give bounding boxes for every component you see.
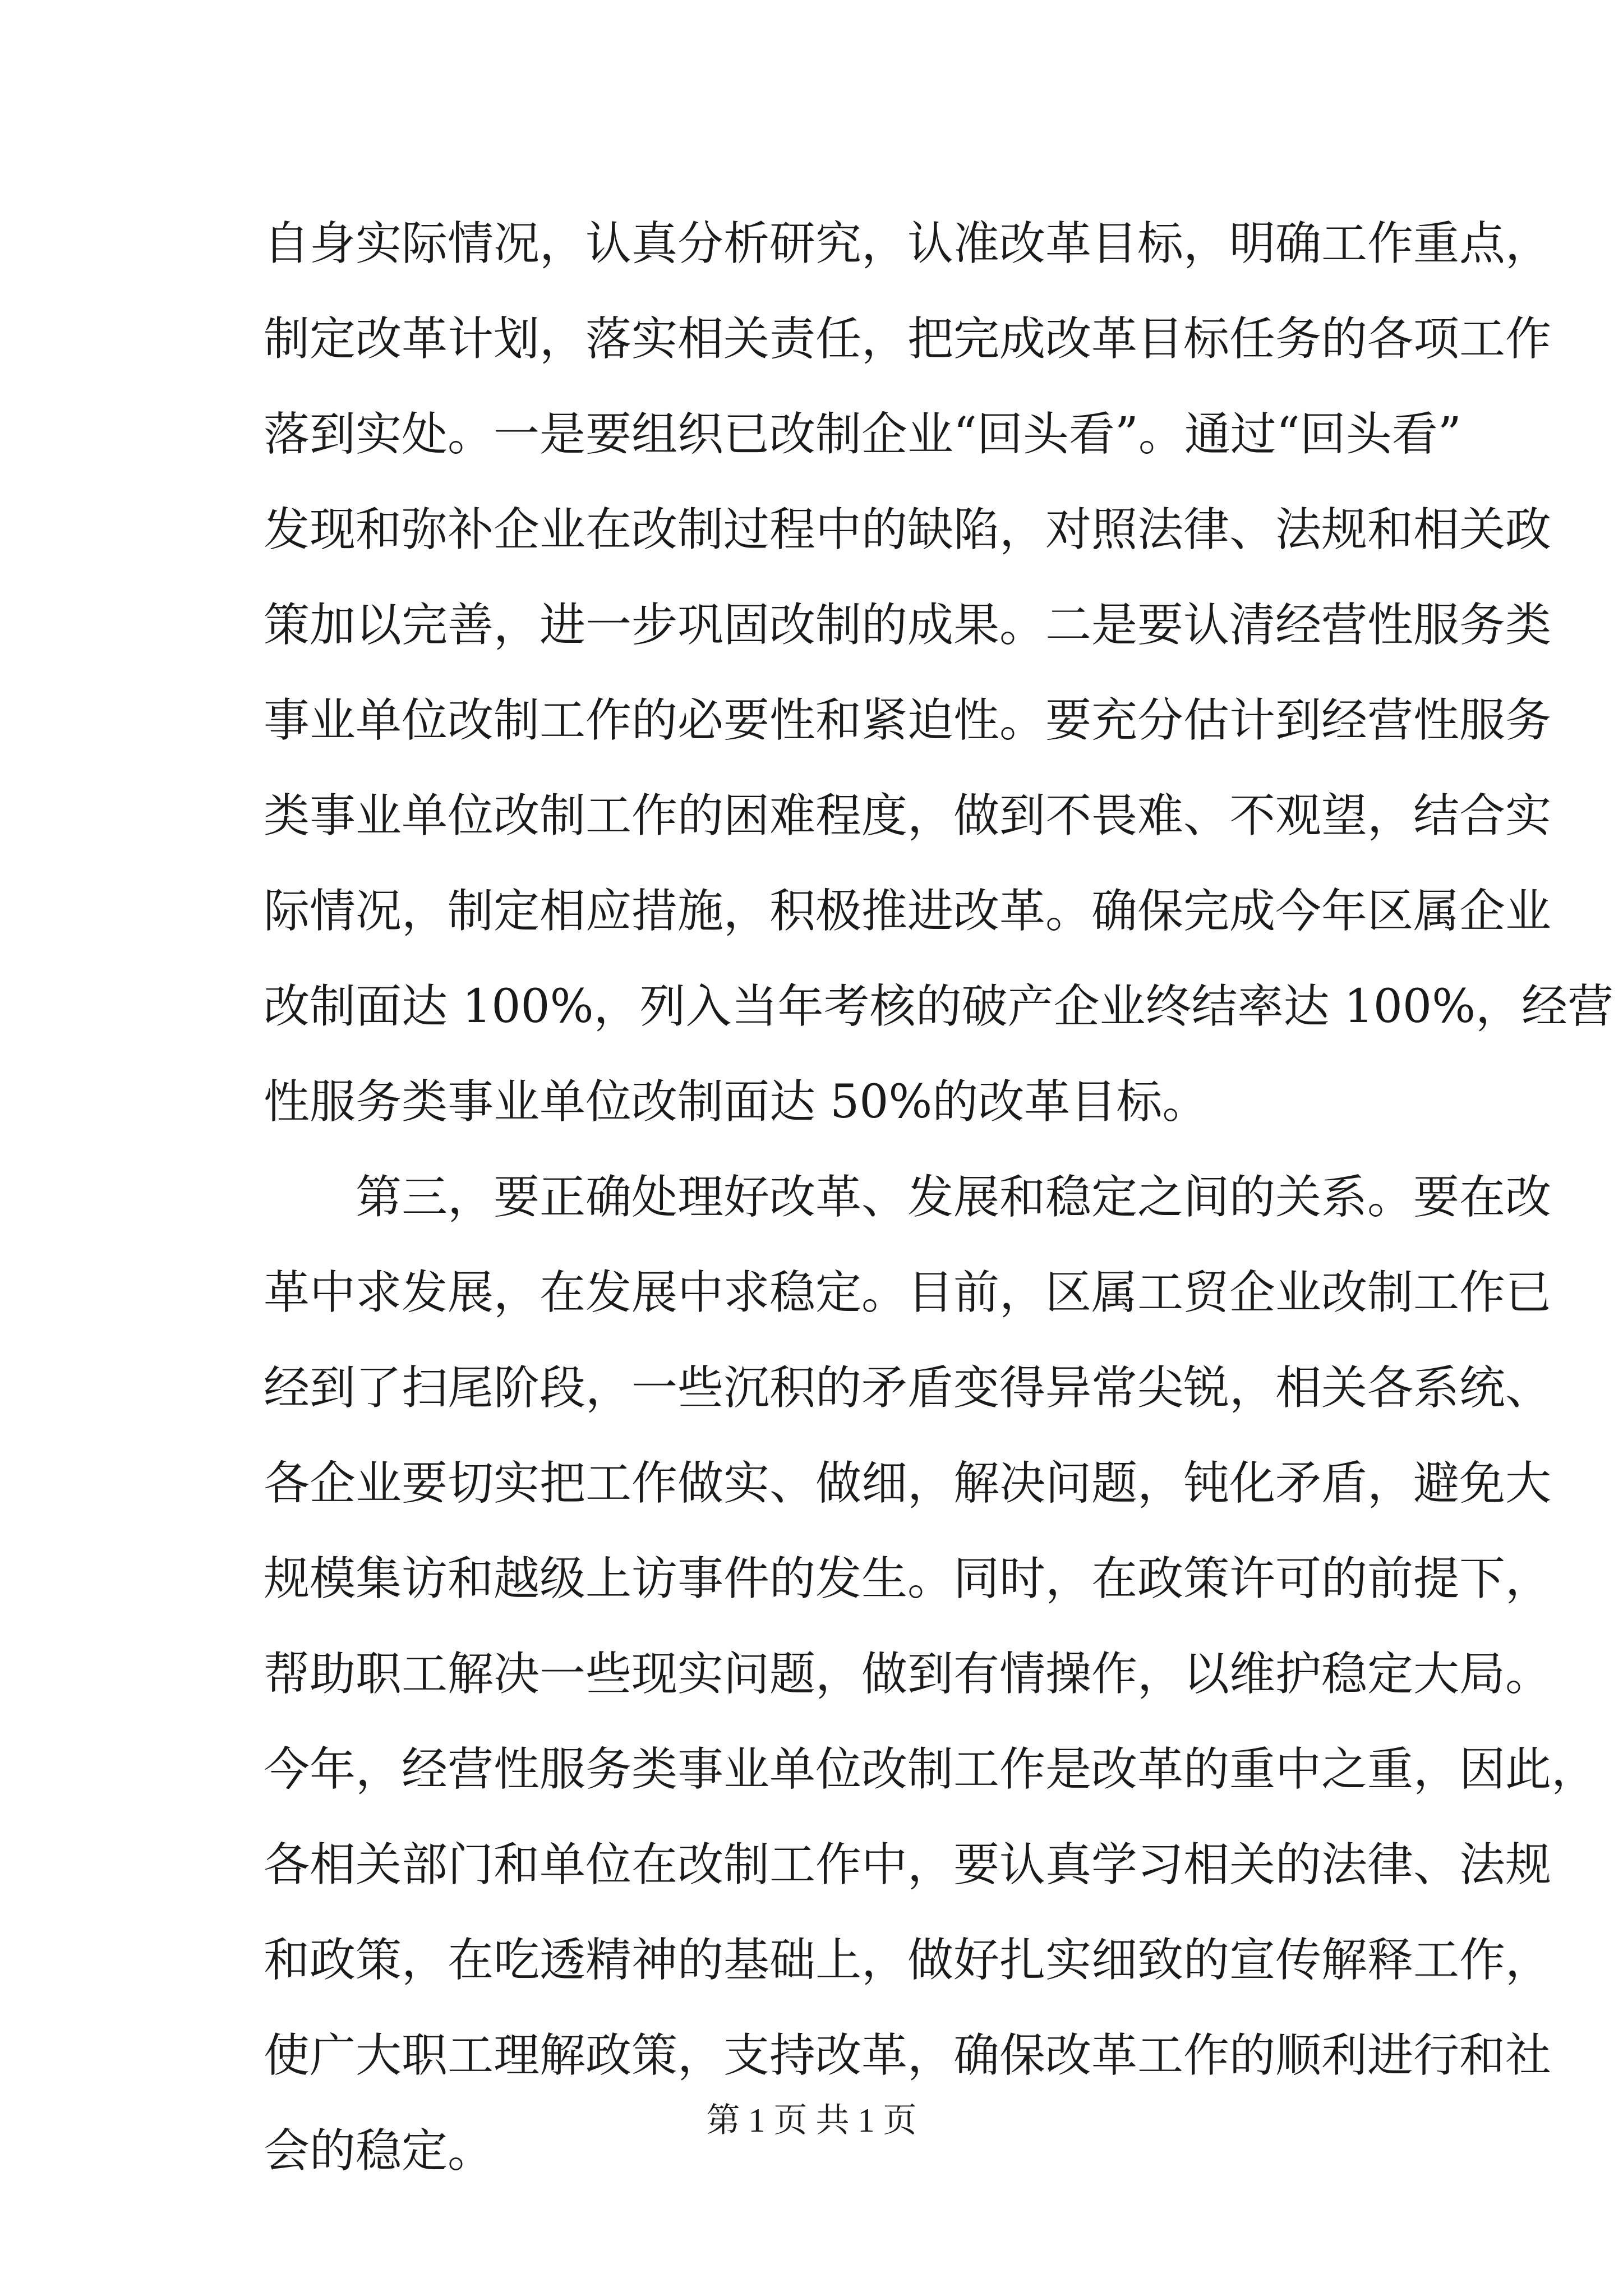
paragraph-1-line-5: 策加以完善，进一步巩固改制的成果。二是要认清经营性服务类 <box>264 599 1552 652</box>
paragraph-2-line-2: 革中求发展，在发展中求稳定。目前，区属工贸企业改制工作已 <box>264 1266 1552 1319</box>
paragraph-2-line-11: 会的稳定。 <box>264 2124 494 2178</box>
paragraph-1-line-6: 事业单位改制工作的必要性和紧迫性。要充分估计到经营性服务 <box>264 694 1552 747</box>
paragraph-2-line-1: 第三，要正确处理好改革、发展和稳定之间的关系。要在改 <box>356 1171 1552 1224</box>
paragraph-2-line-6: 帮助职工解决一些现实问题，做到有情操作，以维护稳定大局。 <box>264 1648 1552 1701</box>
paragraph-2-line-7: 今年，经营性服务类事业单位改制工作是改革的重中之重，因此， <box>264 1743 1598 1796</box>
paragraph-2-line-5: 规模集访和越级上访事件的发生。同时，在政策许可的前提下， <box>264 1552 1552 1605</box>
paragraph-1-line-9: 改制面达 100%，列入当年考核的破产企业终结率达 100%，经营 <box>264 980 1613 1033</box>
paragraph-1-line-4: 发现和弥补企业在改制过程中的缺陷，对照法律、法规和相关政 <box>264 503 1552 556</box>
paragraph-1-line-2: 制定改革计划，落实相关责任，把完成改革目标任务的各项工作 <box>264 312 1552 366</box>
paragraph-2-line-8: 各相关部门和单位在改制工作中，要认真学习相关的法律、法规 <box>264 1838 1552 1892</box>
paragraph-1-line-3: 落到实处。一是要组织已改制企业“回头看”。通过“回头看” <box>264 408 1461 461</box>
paragraph-1-line-8: 际情况，制定相应措施，积极推进改革。确保完成今年区属企业 <box>264 885 1552 938</box>
document-body <box>264 196 1613 2199</box>
paragraph-1-line-10: 性服务类事业单位改制面达 50%的改革目标。 <box>264 1075 1209 1129</box>
paragraph-1-line-7: 类事业单位改制工作的困难程度，做到不畏难、不观望，结合实 <box>264 789 1552 843</box>
paragraph-2-line-9: 和政策，在吃透精神的基础上，做好扎实细致的宣传解释工作， <box>264 1934 1552 1987</box>
paragraph-2-line-3: 经到了扫尾阶段，一些沉积的矛盾变得异常尖锐，相关各系统、 <box>264 1361 1552 1415</box>
page-number-label: 第 1 页 共 1 页 <box>706 2102 917 2139</box>
paragraph-2-line-4: 各企业要切实把工作做实、做细，解决问题，钝化矛盾，避免大 <box>264 1457 1552 1510</box>
paragraph-2-line-10: 使广大职工理解政策，支持改革，确保改革工作的顺利进行和社 <box>264 2029 1552 2082</box>
page-footer <box>0 2098 1623 2143</box>
paragraph-1-line-1: 自身实际情况，认真分析研究，认准改革目标，明确工作重点， <box>264 217 1552 270</box>
